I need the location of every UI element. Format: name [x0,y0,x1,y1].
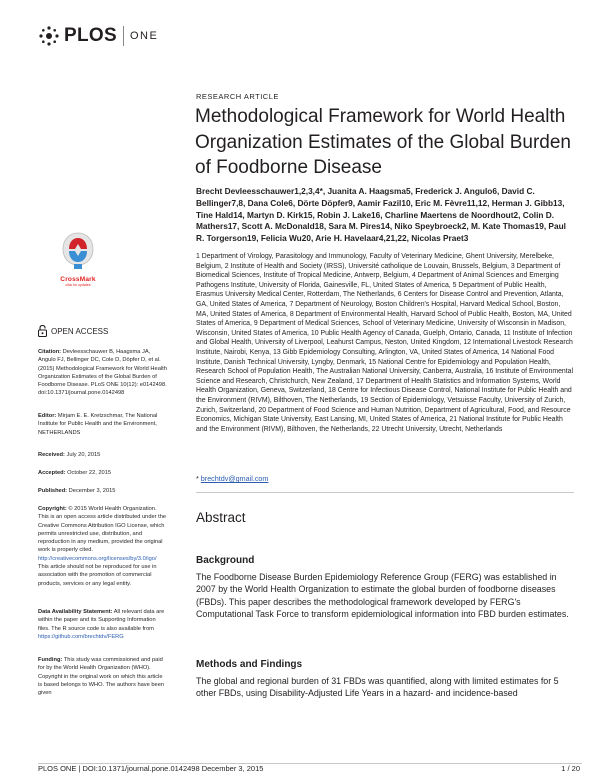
copyright-license-link[interactable]: http://creativecommons.org/licenses/by/3.0/igo/ [38,555,157,562]
background-text: The Foodborne Disease Burden Epidemiology Reference Group (FERG) was established in 2007 by the World Health Organization to estimate the global burden of foodborne diseases (FBDs). This paper describes the methodological framework developed by FERG's Computational Task Force to transform epidemiological information into FBD burden estimates. [196,572,569,620]
funding-text: This study was commissioned and paid for by the World Health Organization (WHO). Copyright in the original work on which this article is based belongs to WHO. The authors have been given [38,657,165,697]
copyright-text-2: This article should not be reproduced for use in association with the promotion of commercial products, services or any legal entity. [38,564,157,587]
email-prefix: * [196,474,201,483]
authors-text: Brecht Devleesschauwer1,2,3,4*, Juanita A. Haagsma5, Frederick J. Angulo6, David C. Bellinger7,8, Dana Cole6, Dörte Döpfer9, Aamir Fazil10, Eric M. Fèvre11,12, Herman J. Gibb13, Tine Hald14, Martyn D. Kirk15, Robin J. Lake16, Charline Maertens de Noordhout2, Colin D. Mathers17, Scott A. McDonald18, Sara M. Pires14, Niko Speybroeck2, M. Kate Thomas19, Paul R. Torgerson19, Felicia Wu20, Arie H. Havelaar4,21,22, Nicolas Praet3 [196,186,566,244]
received-text: July 20, 2015 [66,452,101,458]
funding-block [38,656,168,697]
crossmark-icon [61,232,95,270]
citation-text: Devleesschauwer B, Haagsma JA, Angulo FJ, Bellinger DC, Cole D, Döpfer D, et al. (2015) Methodological Framework for World Health Organization Estimates of the Global Burden of Foodborne Disease. PLoS ONE 10(12): e0142498. doi:10.1371/journal.pone.0142498 [38,349,167,397]
plos-one-logo [38,22,158,50]
methods-heading: Methods and Findings [196,659,303,670]
crossmark-sub: click for updates [65,283,91,287]
funding-label: Funding: [38,657,63,663]
editor-block [38,412,168,437]
logo-plos-text: PLOS [64,25,117,46]
copyright-label: Copyright: [38,506,67,512]
abstract-heading: Abstract [196,510,246,525]
logo-separator [123,26,124,46]
open-lock-icon [38,325,47,337]
author-list [196,186,574,245]
received-block [38,451,168,459]
citation-label: Citation: [38,349,62,355]
plos-dots-icon [38,25,60,47]
methods-text: The global and regional burden of 31 FBDs was quantified, along with limited estimates for 5 other FBDs, using Disability-Adjusted Life Years in a hazard- and incidence-based [196,676,559,699]
divider [196,492,574,493]
editor-label: Editor: [38,413,57,419]
data-availability-label: Data Availability Statement: [38,609,113,615]
open-access-label: OPEN ACCESS [51,326,109,336]
published-label: Published: [38,488,68,494]
published-text: December 3, 2015 [68,488,116,494]
accepted-block [38,469,168,477]
background-heading: Background [196,555,255,566]
footer-citation: PLOS ONE | DOI:10.1371/journal.pone.0142498 December 3, 2015 [38,764,264,773]
copyright-text-1: © 2015 World Health Organization. This is an open access article distributed under the Creative Commons Attribution IGO License, which permits unrestricted use, distribution, and reproduction in any medium, provided the original work is properly cited. [38,506,167,554]
article-title: Methodological Framework for World Health Organization Estimates of the Global Burden of Foodborne Disease [195,106,571,178]
editor-text: Mirjam E. E. Kretzschmar, The National Institute for Public Health and the Environment, NETHERLANDS [38,413,158,436]
data-availability-text: All relevant data are within the paper and its Supporting Information files. The R source code is also available from [38,609,165,632]
logo-one-text: ONE [129,30,159,42]
crossmark-badge[interactable] [58,232,98,287]
published-block [38,487,168,495]
article-type: RESEARCH ARTICLE [196,92,279,101]
affiliations: 1 Department of Virology, Parasitology and Immunology, Faculty of Veterinary Medicine, Ghent University, Merelbeke, Belgium, 2 Institute of Health and Society (IRSS), Université catholique de Louvain, Brussels, Belgium, 3 Department of Biomedical Sciences, Institute of Tropical Medicine, Antwerp, Belgium, 4 Department of Animal Sciences and Emerging Pathogens Institute, University of Florida, Gainesville, FL, United States of America, 5 Department of Public Health, Erasmus University Medical Center, Rotterdam, The Netherlands, 6 Centers for Disease Control and Prevention, Atlanta, GA, United States of America, 7 Department of Neurology, Boston Children's Hospital, Harvard Medical School, Boston, MA, United States of America, 8 Department of Environmental Health, Harvard School of Public Health, Boston, MA, United States of America, 9 Department of Medical Sciences, School of Veterinary Medicine, University of Wisconsin in Madison, Wisconsin, United States of America, 10 Public Health Agency of Canada, Guelph, Ontario, Canada, 11 Institute of Infection and Global Health, University of Liverpool, Leahurst Campus, Neston, United Kingdom, 12 International Livestock Research Institute, Nairobi, Kenya, 13 Gibb Epidemiology Consulting, Arlington, VA, United States of America, 14 National Food Institute, Danish Technical University, Lyngby, Denmark, 15 National Centre for Epidemiology and Population Health, Research School of Population Health, The Australian National University, Canberra, Australia, 16 Institute of Environmental Science and Research, Christchurch, New Zealand, 17 Department of Health Statistics and Information Systems, World Health Organization, Geneva, Switzerland, 18 Centre for Infectious Disease Control, National Institute for Public Health and the Environment (RIVM), Bilthoven, The Netherlands, 19 Section of Epidemiology, Vetsuisse Faculty, University of Zurich, Zurich, Switzerland, 20 Department of Food Science and Human Nutrition, Department of Agricultural, Food, and Resource Economics, Michigan State University, East Lansing, MI, United States of America, 21 National Institute for Public Health and the Environment (RIVM), Bilthoven, the Netherlands, 22 Utrecht University, Utrecht, Netherlands [196,253,574,433]
copyright-block [38,505,168,588]
corresponding-email [196,474,268,483]
citation-block [38,348,168,398]
github-link[interactable]: https://github.com/brechtdv/FERG [38,633,124,640]
data-availability-block [38,608,168,641]
accepted-text: October 22, 2015 [67,470,112,476]
open-access-badge [38,325,108,337]
email-link[interactable]: brechtdv@gmail.com [200,474,269,483]
accepted-label: Accepted: [38,470,66,476]
crossmark-label: CrossMark [60,276,96,283]
page-number: 1 / 20 [561,764,580,773]
received-label: Received: [38,452,65,458]
